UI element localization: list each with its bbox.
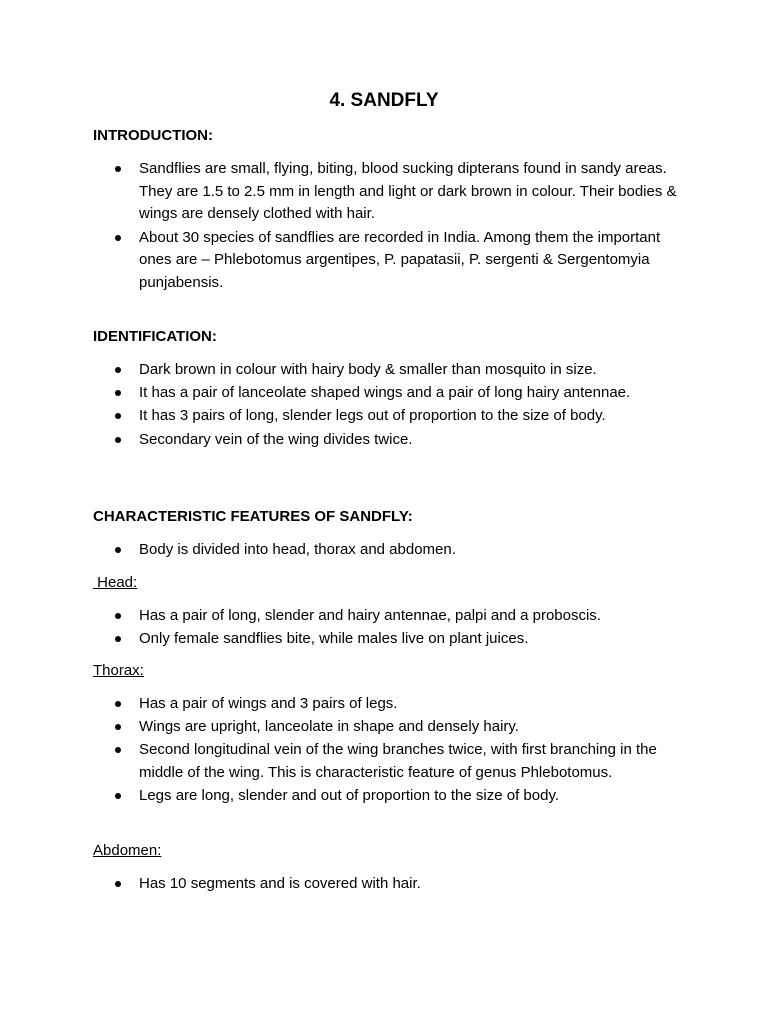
list-item-text: Only female sandflies bite, while males live on plant juices.: [139, 630, 529, 648]
identification-list: [112, 359, 682, 452]
bullet-icon: [115, 235, 121, 241]
list-item: [112, 429, 682, 452]
list-item-text: Dark brown in colour with hairy body & smaller than mosquito in size.: [139, 361, 597, 378]
list-item-text: Has a pair of wings and 3 pairs of legs.: [139, 695, 398, 712]
list-item-text: Has a pair of long, slender and hairy antennae, palpi and a proboscis.: [139, 607, 601, 624]
list-item: [112, 158, 682, 226]
thorax-subheading: Thorax:: [93, 662, 144, 679]
list-item-text: Second longitudinal vein of the wing branches twice, with first branching in the middle of the wing. This is characteristic feature of genus Phlebotomus.: [139, 741, 657, 782]
list-item: [112, 716, 682, 739]
list-item: [112, 605, 682, 628]
bullet-icon: [115, 793, 121, 799]
bullet-icon: [115, 613, 121, 619]
bullet-icon: [115, 547, 121, 553]
list-item: [112, 359, 682, 382]
page-title: 4. SANDFLY: [329, 90, 439, 111]
bullet-icon: [115, 413, 121, 419]
bullet-icon: [115, 437, 121, 443]
bullet-icon: [115, 636, 121, 642]
abdomen-subheading: Abdomen:: [93, 842, 162, 859]
bullet-icon: [115, 747, 121, 753]
list-item: [112, 382, 682, 405]
list-item: [112, 693, 682, 716]
head-subheading: Head:: [93, 574, 138, 591]
list-item: [112, 785, 682, 808]
list-item-text: It has 3 pairs of long, slender legs out of proportion to the size of body.: [139, 407, 606, 425]
bullet-icon: [115, 390, 121, 396]
bullet-icon: [115, 166, 121, 172]
list-item-text: Body is divided into head, thorax and abdomen.: [139, 541, 456, 558]
bullet-icon: [115, 367, 121, 373]
bullet-icon: [115, 881, 121, 887]
identification-heading: IDENTIFICATION:: [93, 328, 217, 345]
list-item: [112, 227, 682, 295]
list-item: [112, 873, 682, 896]
thorax-list: [112, 693, 682, 809]
head-list: [112, 605, 682, 651]
list-item-text: Sandflies are small, flying, biting, blood sucking dipterans found in sandy areas. They are 1.5 to 2.5 mm in length and light or dark brown in colour. Their bodies & wings are densely clothed with hair.: [139, 160, 677, 223]
list-item-text: About 30 species of sandflies are recorded in India. Among them the important ones are – Phlebotomus argentipes, P. papatasii, P. sergenti & Sergentomyia punjabensis.: [139, 228, 661, 292]
introduction-heading: INTRODUCTION:: [93, 127, 213, 144]
introduction-list: [112, 158, 682, 295]
abdomen-list: [112, 873, 682, 896]
list-item-text: Wings are upright, lanceolate in shape and densely hairy.: [139, 718, 519, 736]
list-item: [112, 628, 682, 651]
list-item-text: Has 10 segments and is covered with hair.: [139, 875, 421, 892]
characteristics-heading: CHARACTERISTIC FEATURES OF SANDFLY:: [93, 508, 413, 525]
list-item-text: Secondary vein of the wing divides twice.: [139, 430, 413, 448]
list-item-text: Legs are long, slender and out of proportion to the size of body.: [139, 787, 559, 805]
list-item: [112, 405, 682, 428]
characteristics-list: [112, 539, 682, 562]
list-item: [112, 539, 682, 562]
list-item: [112, 739, 682, 784]
bullet-icon: [115, 724, 121, 730]
list-item-text: It has a pair of lanceolate shaped wings and a pair of long hairy antennae.: [139, 384, 631, 402]
bullet-icon: [115, 701, 121, 707]
